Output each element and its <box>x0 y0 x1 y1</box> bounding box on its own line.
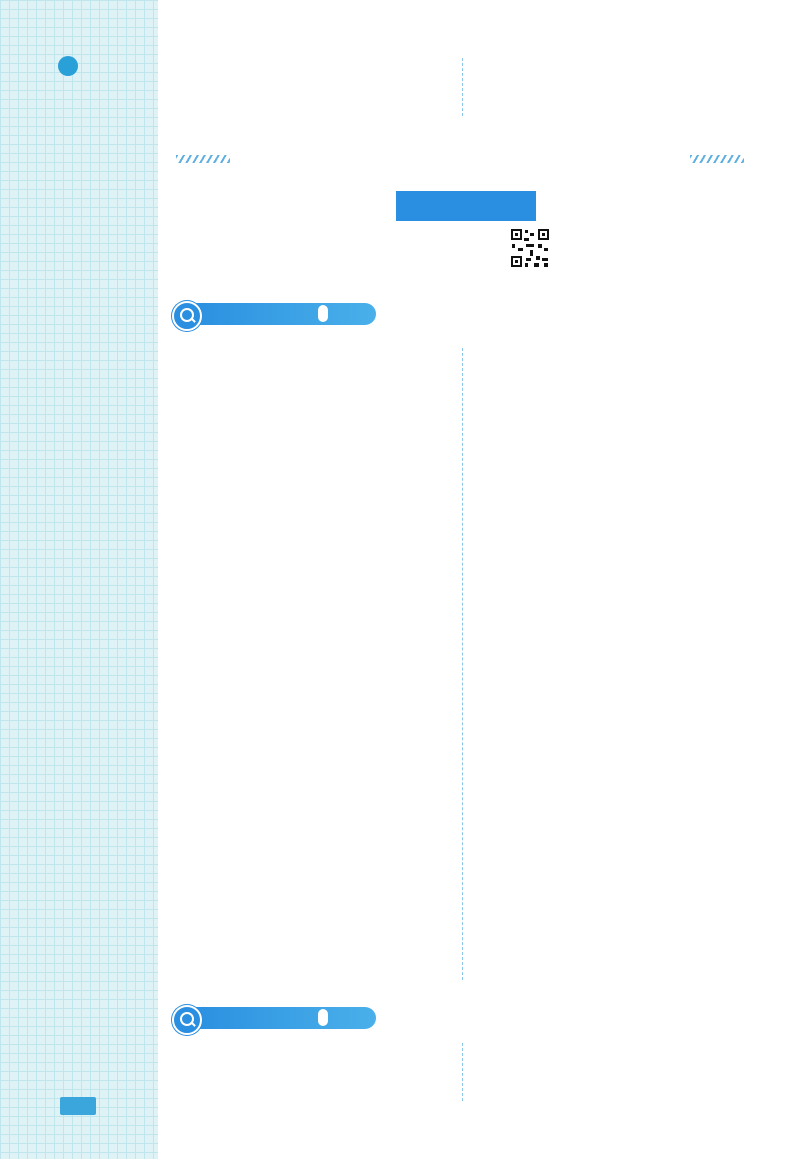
notes-tag <box>58 56 81 76</box>
page-content <box>170 0 790 1159</box>
title-hatch-right <box>690 155 744 163</box>
vocab-count-badge <box>318 305 328 322</box>
page-number <box>60 1097 96 1115</box>
column-divider <box>462 1043 463 1101</box>
vocab-count-badge <box>318 1009 328 1026</box>
e-badge-icon <box>58 56 78 76</box>
vocab-header-questions <box>172 1005 382 1031</box>
part-label <box>396 191 536 221</box>
column-divider <box>462 58 463 116</box>
title-hatch-left <box>176 155 230 163</box>
magnifier-icon <box>172 301 202 331</box>
sidebar <box>0 0 158 1159</box>
magnifier-icon <box>172 1005 202 1035</box>
column-divider <box>462 348 463 980</box>
vocab-header-passage <box>172 301 382 327</box>
qr-code-icon[interactable] <box>510 228 550 268</box>
